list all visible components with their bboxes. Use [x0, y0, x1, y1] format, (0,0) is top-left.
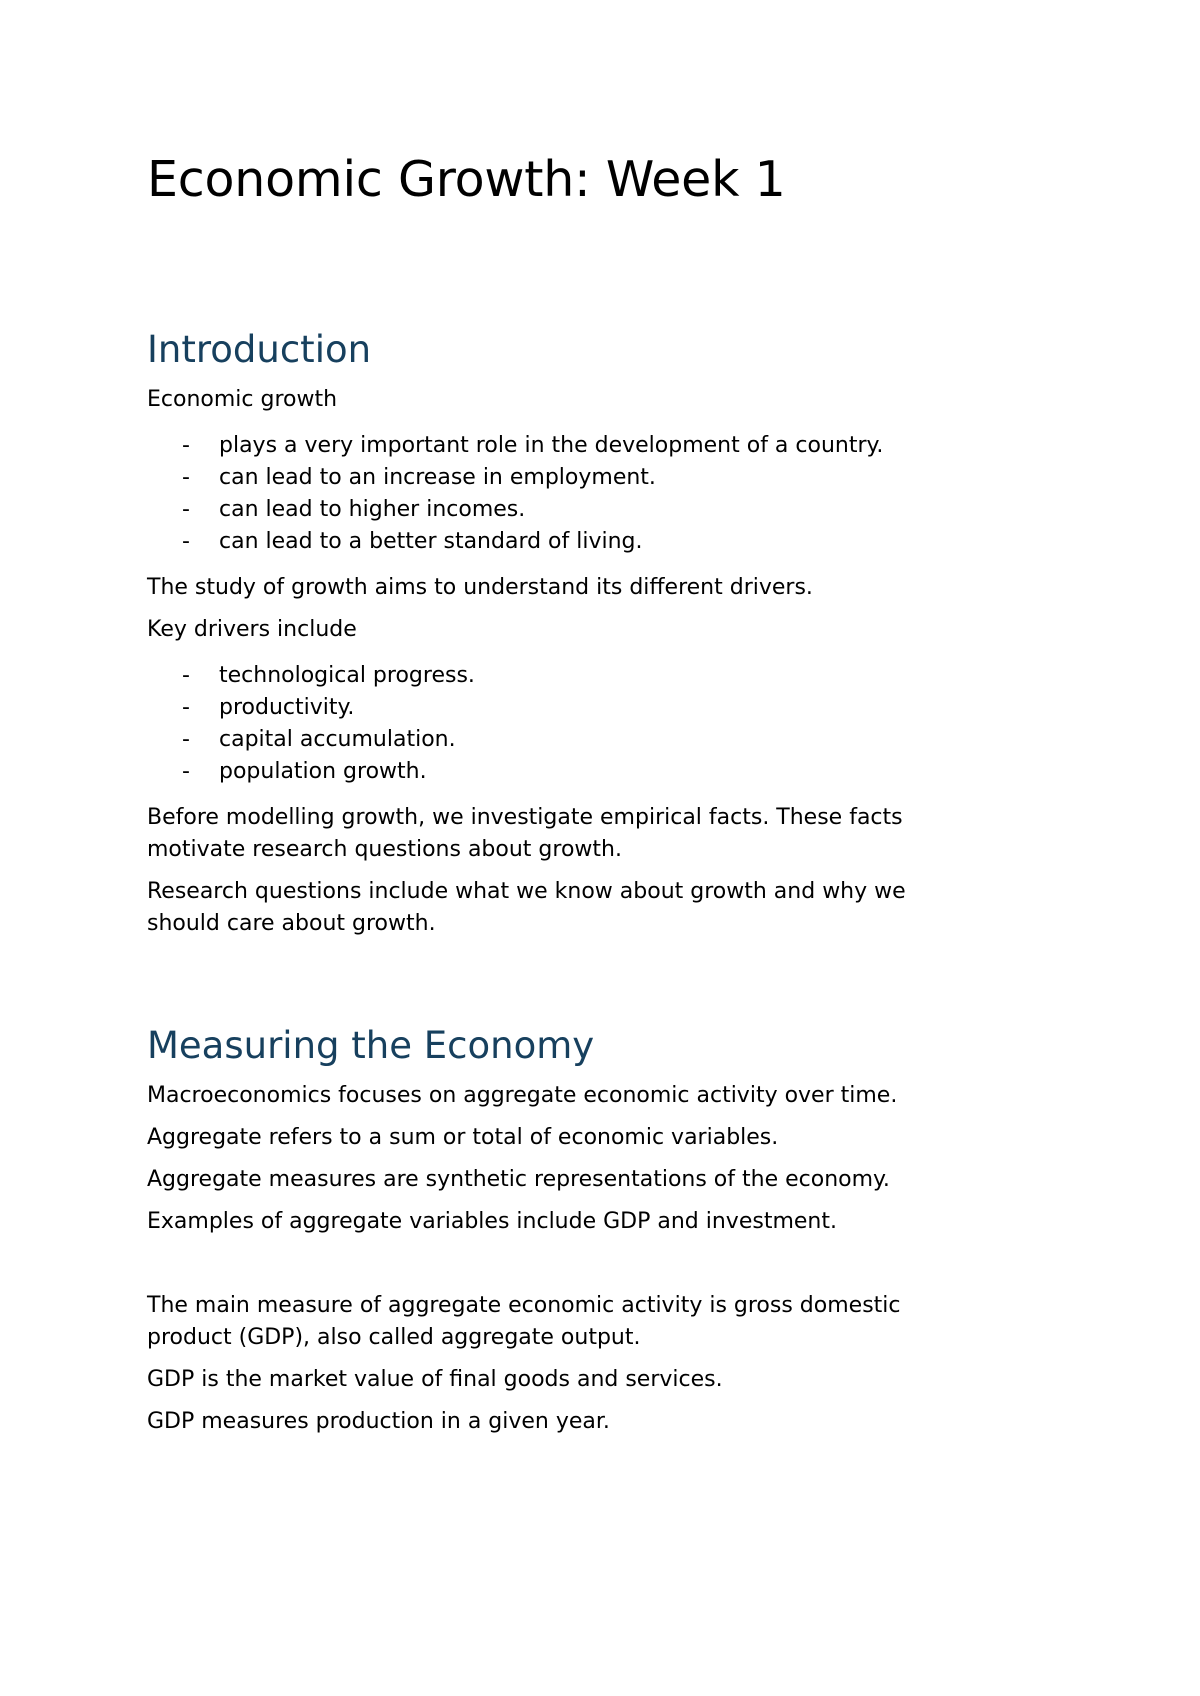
study-paragraph: The study of growth aims to understand its different drivers. — [147, 575, 813, 600]
paragraph-line: motivate research questions about growth. — [147, 837, 622, 862]
page-title: Economic Growth: Week 1 — [147, 151, 786, 208]
paragraph-line: product (GDP), also called aggregate output. — [147, 1325, 641, 1350]
gdp-production-paragraph: GDP measures production in a given year. — [147, 1409, 610, 1434]
list-dash: - — [182, 497, 190, 522]
document-content — [147, 148, 1047, 1438]
paragraph-line: The main measure of aggregate economic activity is gross domestic — [147, 1293, 901, 1318]
aggregate-definition-paragraph: Aggregate refers to a sum or total of economic variables. — [147, 1125, 779, 1150]
paragraph-line: should care about growth. — [147, 911, 436, 936]
list-item — [147, 692, 1047, 724]
research-questions-paragraph — [147, 876, 1047, 940]
gdp-main-measure-paragraph — [147, 1290, 1047, 1354]
paragraph-line: Research questions include what we know about growth and why we — [147, 879, 906, 904]
list-dash: - — [182, 695, 190, 720]
introduction-heading: Introduction — [147, 328, 372, 371]
list-item — [147, 756, 1047, 788]
list-item — [147, 430, 1047, 462]
measuring-economy-heading: Measuring the Economy — [147, 1024, 595, 1067]
list-item — [147, 526, 1047, 558]
drivers-lead: Key drivers include — [147, 617, 357, 642]
growth-effects-list — [147, 430, 1047, 558]
list-item-text: productivity. — [219, 695, 355, 720]
list-dash: - — [182, 465, 190, 490]
list-item-text: population growth. — [219, 759, 427, 784]
list-item — [147, 724, 1047, 756]
list-item-text: can lead to higher incomes. — [219, 497, 526, 522]
list-dash: - — [182, 433, 190, 458]
list-dash: - — [182, 529, 190, 554]
paragraph-line: Before modelling growth, we investigate empirical facts. These facts — [147, 805, 903, 830]
aggregate-measures-paragraph: Aggregate measures are synthetic representations of the economy. — [147, 1167, 890, 1192]
before-modelling-paragraph — [147, 802, 1047, 866]
macroeconomics-paragraph: Macroeconomics focuses on aggregate economic activity over time. — [147, 1083, 898, 1108]
list-item-text: can lead to an increase in employment. — [219, 465, 656, 490]
key-drivers-list — [147, 660, 1047, 788]
list-item-text: can lead to a better standard of living. — [219, 529, 643, 554]
list-dash: - — [182, 727, 190, 752]
list-item-text: plays a very important role in the development of a country. — [219, 433, 884, 458]
list-item — [147, 462, 1047, 494]
gdp-definition-paragraph: GDP is the market value of final goods and services. — [147, 1367, 723, 1392]
list-item — [147, 494, 1047, 526]
list-dash: - — [182, 759, 190, 784]
list-item — [147, 660, 1047, 692]
aggregate-examples-paragraph: Examples of aggregate variables include GDP and investment. — [147, 1209, 837, 1234]
list-dash: - — [182, 663, 190, 688]
introduction-lead: Economic growth — [147, 387, 338, 412]
list-item-text: technological progress. — [219, 663, 475, 688]
list-item-text: capital accumulation. — [219, 727, 456, 752]
